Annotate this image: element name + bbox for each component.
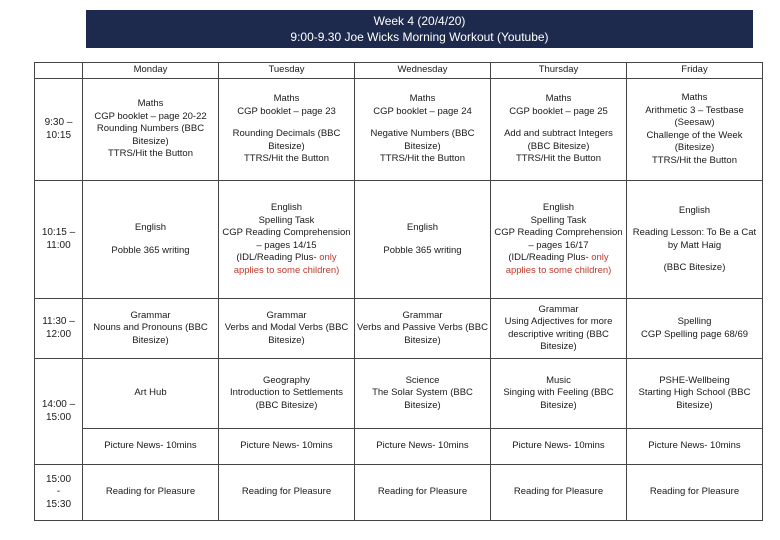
subject-label: Spelling [677, 316, 712, 327]
lesson-cell-friday [627, 299, 763, 359]
lesson-text: Add and subtract Integers (BBC Bitesize) [504, 128, 613, 152]
lesson-text: CGP Spelling page 68/69 [640, 328, 749, 340]
lesson-cell-thursday: Reading for Pleasure [491, 465, 627, 521]
session-row-reading [35, 465, 763, 521]
lesson-cell-tuesday [219, 79, 355, 181]
day-header-friday: Friday [627, 63, 763, 79]
lesson-text [221, 252, 352, 277]
lesson-cell-friday: Reading for Pleasure [627, 465, 763, 521]
lesson-cell-tuesday [219, 181, 355, 299]
lesson-cell-wednesday [355, 79, 491, 181]
lesson-text: TTRS/Hit the Button [243, 153, 329, 165]
subject-label: Maths [545, 93, 572, 105]
lesson-cell-wednesday: Picture News- 10mins [355, 429, 491, 465]
lesson-cell-tuesday: Picture News- 10mins [219, 429, 355, 465]
subject-label: English [134, 222, 167, 233]
lesson-text: CGP booklet – page 23 [237, 105, 336, 117]
lesson-text: Challenge of the Week (Bitesize) [646, 129, 743, 153]
subject-label: Geography [262, 374, 310, 386]
lesson-text: Singing with Feeling (BBC Bitesize) [503, 387, 614, 411]
lesson-text: Reading Lesson: To Be a Cat by Matt Haig [632, 227, 757, 251]
day-header-monday: Monday [83, 63, 219, 79]
lesson-cell-thursday [491, 79, 627, 181]
subject-label: Science [405, 374, 440, 386]
time-cell: 11:30 – 12:00 [35, 299, 83, 359]
lesson-cell-friday [627, 79, 763, 181]
subject-label: Maths [681, 92, 708, 103]
lesson-cell-monday [83, 359, 219, 429]
lesson-text: (IDL/Reading Plus- [508, 252, 589, 263]
subject-label: Grammar [402, 309, 443, 321]
time-separator: - [56, 486, 61, 498]
lesson-text: Using Adjectives for more descriptive writing (BBC Bitesize) [504, 316, 613, 352]
session-row-english [35, 181, 763, 299]
lesson-text: Verbs and Passive Verbs (BBC Bitesize) [357, 322, 488, 346]
lesson-cell-tuesday: Reading for Pleasure [219, 465, 355, 521]
lesson-cell-thursday [491, 299, 627, 359]
lesson-text: Pobble 365 writing [111, 244, 190, 256]
lesson-text: CGP booklet – page 24 [373, 105, 472, 117]
lesson-cell-monday [83, 181, 219, 299]
time-cell: 14:00 – 15:00 [35, 359, 83, 465]
subject-label: Maths [409, 93, 436, 105]
lesson-text: TTRS/Hit the Button [379, 153, 465, 165]
day-header-wednesday: Wednesday [355, 63, 491, 79]
subject-label: English [542, 202, 575, 213]
lesson-text: Arithmetic 3 – Testbase (Seesaw) [645, 104, 744, 128]
lesson-text: CGP Reading Comprehension – pages 16/17 [494, 227, 623, 251]
week-banner [86, 10, 753, 48]
lesson-cell-friday: Picture News- 10mins [627, 429, 763, 465]
subject-label: Music [546, 374, 571, 386]
lesson-cell-tuesday [219, 359, 355, 429]
time-end: 15:30 [45, 498, 72, 510]
lesson-text: CGP booklet – page 20-22 [94, 110, 207, 122]
lesson-text: The Solar System (BBC Bitesize) [372, 387, 473, 411]
lesson-text: TTRS/Hit the Button [107, 148, 193, 160]
time-cell [35, 465, 83, 521]
lesson-text: Spelling Task [530, 214, 587, 226]
subject-label: Maths [273, 93, 300, 105]
lesson-text: Nouns and Pronouns (BBC Bitesize) [93, 322, 208, 346]
subject-label: Maths [137, 98, 164, 110]
lesson-text [493, 252, 624, 277]
lesson-cell-friday [627, 359, 763, 429]
session-row-afternoon [35, 359, 763, 429]
subject-label: English [406, 222, 439, 233]
lesson-text: Verbs and Modal Verbs (BBC Bitesize) [224, 322, 349, 346]
lesson-text: Rounding Numbers (BBC Bitesize) [96, 123, 205, 147]
lesson-text: TTRS/Hit the Button [651, 154, 737, 166]
time-cell: 9:30 – 10:15 [35, 79, 83, 181]
lesson-text: CGP Reading Comprehension – pages 14/15 [222, 227, 351, 251]
subject-label: PSHE-Wellbeing [659, 374, 730, 386]
lesson-cell-wednesday: Reading for Pleasure [355, 465, 491, 521]
lesson-text: Starting High School (BBC Bitesize) [638, 387, 751, 411]
lesson-cell-monday [83, 299, 219, 359]
lesson-text: Negative Numbers (BBC Bitesize) [370, 128, 475, 152]
lesson-text: (BBC Bitesize) [663, 262, 726, 273]
timetable [34, 62, 763, 521]
corner-cell [35, 63, 83, 79]
lesson-cell-monday [83, 79, 219, 181]
optional-note: only applies to some children) [233, 252, 340, 276]
subject-label: Grammar [538, 303, 579, 315]
lesson-cell-monday: Picture News- 10mins [83, 429, 219, 465]
subject-label: Grammar [130, 309, 171, 321]
session-row-grammar [35, 299, 763, 359]
banner-workout-line: 9:00-9.30 Joe Wicks Morning Workout (Youtube) [290, 30, 549, 44]
subject-label: Grammar [266, 309, 307, 321]
lesson-cell-wednesday [355, 359, 491, 429]
lesson-text: (IDL/Reading Plus- [236, 252, 317, 263]
lesson-cell-wednesday [355, 299, 491, 359]
lesson-cell-monday: Reading for Pleasure [83, 465, 219, 521]
session-row-maths [35, 79, 763, 181]
day-header-tuesday: Tuesday [219, 63, 355, 79]
lesson-cell-thursday: Picture News- 10mins [491, 429, 627, 465]
lesson-cell-thursday [491, 181, 627, 299]
time-start: 15:00 [45, 473, 72, 485]
subject-label: Art Hub [134, 387, 167, 399]
lesson-text: Pobble 365 writing [383, 244, 462, 256]
header-row [35, 63, 763, 79]
lesson-cell-thursday [491, 359, 627, 429]
lesson-cell-tuesday [219, 299, 355, 359]
banner-week-title: Week 4 (20/4/20) [373, 14, 466, 28]
lesson-text: Spelling Task [258, 214, 315, 226]
lesson-text: Introduction to Settlements (BBC Bitesize) [229, 387, 343, 411]
subject-label: English [678, 204, 711, 216]
lesson-text: CGP booklet – page 25 [509, 105, 608, 117]
time-cell: 10:15 – 11:00 [35, 181, 83, 299]
lesson-text: Rounding Decimals (BBC Bitesize) [232, 128, 341, 152]
session-row-picture-news [35, 429, 763, 465]
day-header-thursday: Thursday [491, 63, 627, 79]
lesson-cell-friday [627, 181, 763, 299]
subject-label: English [270, 202, 303, 213]
optional-note: only applies to some children) [505, 252, 612, 276]
lesson-cell-wednesday [355, 181, 491, 299]
lesson-text: TTRS/Hit the Button [515, 153, 601, 165]
